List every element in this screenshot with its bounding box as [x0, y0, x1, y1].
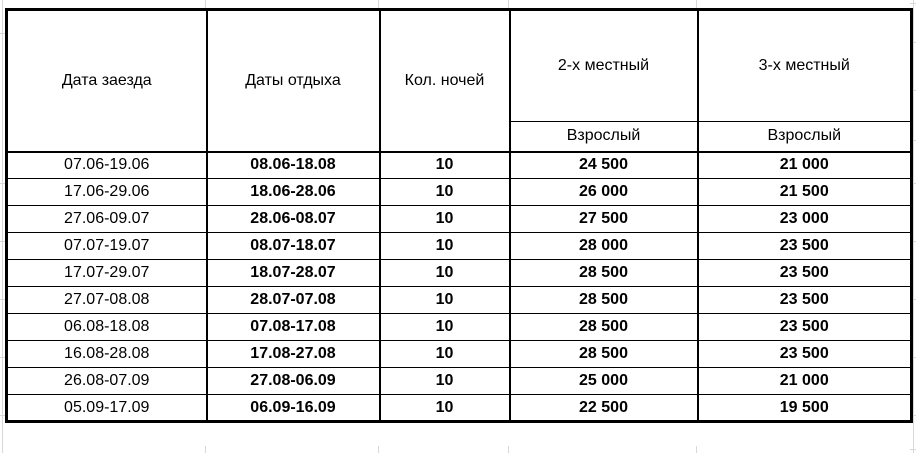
subheader-cell-adult-triple[interactable]: Взрослый	[698, 122, 912, 152]
table-row	[7, 368, 912, 395]
cell-nights[interactable]: 10	[380, 287, 510, 314]
cell-price-triple[interactable]: 19 500	[698, 395, 912, 422]
cell-price-triple[interactable]: 21 000	[698, 368, 912, 395]
cell-price-double[interactable]: 28 500	[510, 287, 698, 314]
cell-nights[interactable]: 10	[380, 152, 510, 179]
cell-price-double[interactable]: 28 500	[510, 260, 698, 287]
cell-vacation-dates[interactable]: 27.08-06.09	[207, 368, 380, 395]
cell-price-double[interactable]: 25 000	[510, 368, 698, 395]
sheet-gridline	[205, 446, 206, 453]
cell-nights[interactable]: 10	[380, 206, 510, 233]
tour-price-table	[5, 8, 913, 423]
cell-arrival-date[interactable]: 16.08-28.08	[7, 341, 207, 368]
cell-arrival-date[interactable]: 06.08-18.08	[7, 314, 207, 341]
header-cell-double-room[interactable]: 2-х местный	[510, 10, 698, 122]
cell-vacation-dates[interactable]: 28.06-08.07	[207, 206, 380, 233]
cell-nights[interactable]: 10	[380, 368, 510, 395]
sheet-gridline	[910, 3, 916, 4]
cell-vacation-dates[interactable]: 08.06-18.08	[207, 152, 380, 179]
table-row	[7, 314, 912, 341]
cell-vacation-dates[interactable]: 18.06-28.06	[207, 179, 380, 206]
cell-arrival-date[interactable]: 17.06-29.06	[7, 179, 207, 206]
header-cell-arrival-date[interactable]: Дата заезда	[7, 10, 207, 152]
sheet-gridline	[508, 446, 509, 453]
cell-arrival-date[interactable]: 17.07-29.07	[7, 260, 207, 287]
cell-vacation-dates[interactable]: 06.09-16.09	[207, 395, 380, 422]
cell-nights[interactable]: 10	[380, 395, 510, 422]
cell-nights[interactable]: 10	[380, 260, 510, 287]
table-row	[7, 206, 912, 233]
cell-price-double[interactable]: 26 000	[510, 179, 698, 206]
cell-arrival-date[interactable]: 27.07-08.08	[7, 287, 207, 314]
cell-price-double[interactable]: 28 500	[510, 314, 698, 341]
cell-nights[interactable]: 10	[380, 179, 510, 206]
cell-price-double[interactable]: 28 000	[510, 233, 698, 260]
cell-arrival-date[interactable]: 07.06-19.06	[7, 152, 207, 179]
cell-price-double[interactable]: 27 500	[510, 206, 698, 233]
table-row	[7, 233, 912, 260]
table-row	[7, 341, 912, 368]
cell-price-triple[interactable]: 23 500	[698, 233, 912, 260]
table-row	[7, 179, 912, 206]
cell-vacation-dates[interactable]: 18.07-28.07	[207, 260, 380, 287]
cell-arrival-date[interactable]: 05.09-17.09	[7, 395, 207, 422]
cell-vacation-dates[interactable]: 17.08-27.08	[207, 341, 380, 368]
header-cell-vacation-dates[interactable]: Даты отдыха	[207, 10, 380, 152]
cell-price-triple[interactable]: 23 500	[698, 341, 912, 368]
cell-vacation-dates[interactable]: 07.08-17.08	[207, 314, 380, 341]
sheet-gridline	[913, 0, 914, 453]
cell-nights[interactable]: 10	[380, 233, 510, 260]
cell-arrival-date[interactable]: 07.07-19.07	[7, 233, 207, 260]
cell-nights[interactable]: 10	[380, 341, 510, 368]
cell-price-double[interactable]: 28 500	[510, 341, 698, 368]
sheet-gridline	[205, 0, 206, 8]
cell-price-double[interactable]: 24 500	[510, 152, 698, 179]
cell-price-triple[interactable]: 21 500	[698, 179, 912, 206]
cell-price-triple[interactable]: 23 000	[698, 206, 912, 233]
header-cell-triple-room[interactable]: 3-х местный	[698, 10, 912, 122]
cell-arrival-date[interactable]: 26.08-07.09	[7, 368, 207, 395]
subheader-cell-adult-double[interactable]: Взрослый	[510, 122, 698, 152]
cell-nights[interactable]: 10	[380, 314, 510, 341]
table-row	[7, 260, 912, 287]
sheet-gridline	[696, 0, 697, 8]
sheet-gridline	[508, 0, 509, 8]
cell-vacation-dates[interactable]: 28.07-07.08	[207, 287, 380, 314]
cell-price-triple[interactable]: 21 000	[698, 152, 912, 179]
sheet-gridline	[910, 449, 916, 450]
cell-price-triple[interactable]: 23 500	[698, 314, 912, 341]
table-header-row	[7, 10, 912, 122]
sheet-gridline	[696, 446, 697, 453]
cell-arrival-date[interactable]: 27.06-09.07	[7, 206, 207, 233]
table-row	[7, 395, 912, 422]
table-row	[7, 152, 912, 179]
cell-price-double[interactable]: 22 500	[510, 395, 698, 422]
sheet-gridline	[378, 446, 379, 453]
cell-price-triple[interactable]: 23 500	[698, 287, 912, 314]
sheet-gridline	[378, 0, 379, 8]
header-cell-nights[interactable]: Кол. ночей	[380, 10, 510, 152]
sheet-gridline	[2, 0, 3, 453]
cell-price-triple[interactable]: 23 500	[698, 260, 912, 287]
cell-vacation-dates[interactable]: 08.07-18.07	[207, 233, 380, 260]
table-row	[7, 287, 912, 314]
